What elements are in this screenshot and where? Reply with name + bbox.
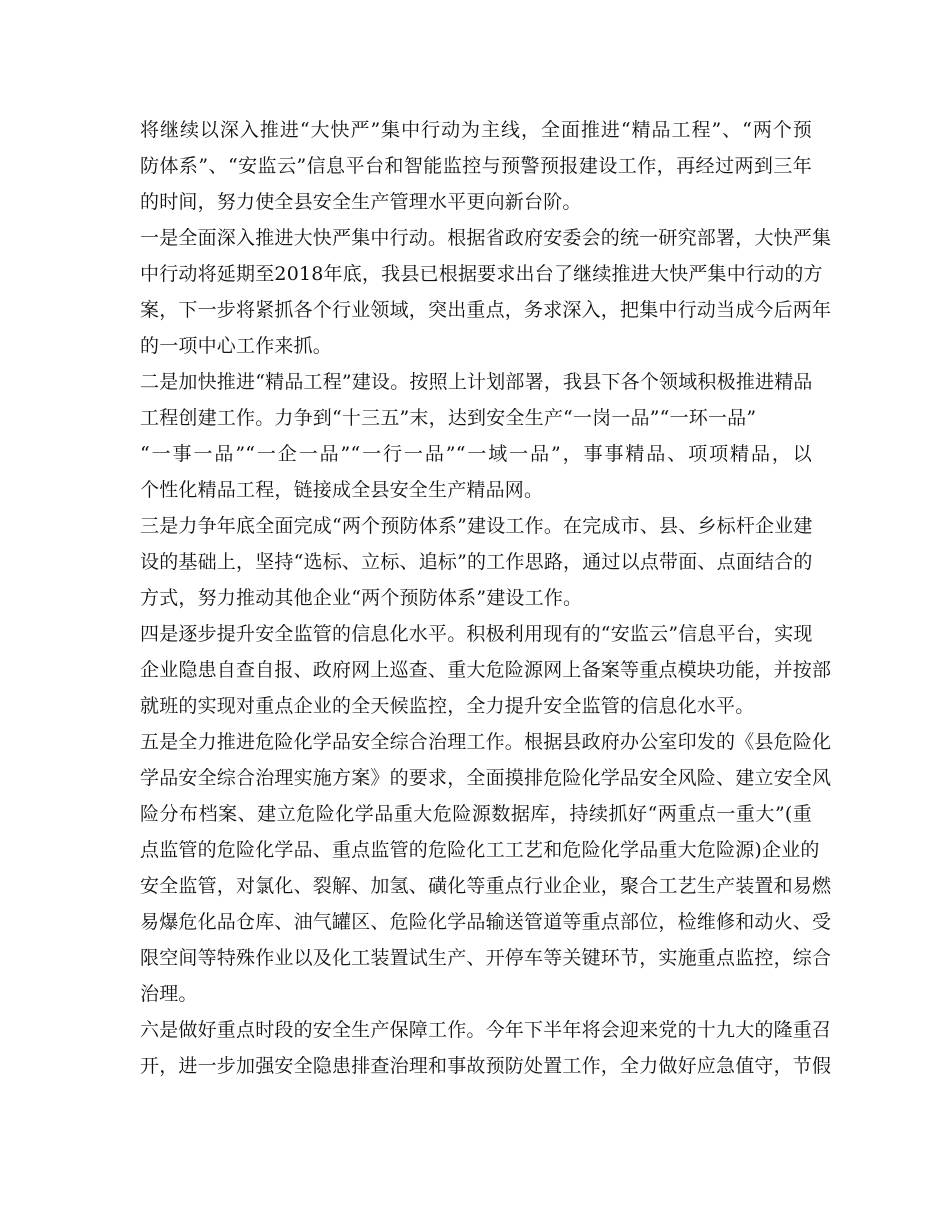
document-body — [140, 112, 832, 1084]
text-line: 的一项中心工作来抓。 — [140, 335, 333, 357]
text-line: 安全监管，对氯化、裂解、加氢、磺化等重点行业企业，聚合工艺生产装置和易燃 — [140, 875, 832, 897]
text-line: 案，下一步将紧抓各个行业领域，突出重点，务求深入，把集中行动当成今后两年 — [140, 299, 832, 321]
text-line: 三是力争年底全面完成“两个预防体系”建设工作。在完成市、县、乡标杆企业建 — [140, 515, 813, 537]
text-line: 易爆危化品仓库、油气罐区、危险化学品输送管道等重点部位，检维修和动火、受 — [140, 911, 832, 933]
text-line: 工程创建工作。力争到“十三五”末，达到安全生产“一岗一品”“一环一品” — [140, 407, 757, 429]
text-line: 个性化精品工程，链接成全县安全生产精品网。 — [140, 479, 544, 501]
text-line: 点监管的危险化学品、重点监管的危险化工工艺和危险化学品重大危险源)企业的 — [140, 839, 820, 861]
text-line: 险分布档案、建立危险化学品重大危险源数据库，持续抓好“两重点一重大”(重 — [140, 803, 812, 825]
text-line: 开，进一步加强安全隐患排查治理和事故预防处置工作，全力做好应急值守，节假 — [140, 1055, 832, 1077]
text-line: 五是全力推进危险化学品安全综合治理工作。根据县政府办公室印发的《县危险化 — [140, 731, 832, 753]
text-line: 方式，努力推动其他企业“两个预防体系”建设工作。 — [140, 587, 583, 609]
text-line: 中行动将延期至2018年底，我县已根据要求出台了继续推进大快严集中行动的方 — [140, 263, 823, 285]
text-line: 六是做好重点时段的安全生产保障工作。今年下半年将会迎来党的十九大的隆重召 — [140, 1019, 832, 1041]
text-line: 的时间，努力使全县安全生产管理水平更向新台阶。 — [140, 191, 582, 213]
text-line: 防体系”、“安监云”信息平台和智能监控与预警预报建设工作，再经过两到三年 — [140, 155, 812, 177]
text-line: 四是逐步提升安全监管的信息化水平。积极利用现有的“安监云”信息平台，实现 — [140, 623, 813, 645]
text-line: 就班的实现对重点企业的全天候监控，全力提升安全监管的信息化水平。 — [140, 695, 755, 717]
text-line: “一事一品”“一企一品”“一行一品”“一域一品”，事事精品、项项精品，以 — [140, 443, 812, 465]
text-line: 设的基础上，坚持“选标、立标、追标”的工作思路，通过以点带面、点面结合的 — [140, 551, 813, 573]
text-line: 将继续以深入推进“大快严”集中行动为主线，全面推进“精品工程”、“两个预 — [140, 119, 812, 141]
text-line: 二是加快推进“精品工程”建设。按照上计划部署，我县下各个领域积极推进精品 — [140, 371, 813, 393]
text-line: 企业隐患自查自报、政府网上巡查、重大危险源网上备案等重点模块功能，并按部 — [140, 659, 832, 681]
text-line: 限空间等特殊作业以及化工装置试生产、开停车等关键环节，实施重点监控，综合 — [140, 947, 832, 969]
text-line: 一是全面深入推进大快严集中行动。根据省政府安委会的统一研究部署，大快严集 — [140, 227, 832, 249]
text-line: 治理。 — [140, 983, 198, 1005]
text-line: 学品安全综合治理实施方案》的要求，全面摸排危险化学品安全风险、建立安全风 — [140, 767, 832, 789]
